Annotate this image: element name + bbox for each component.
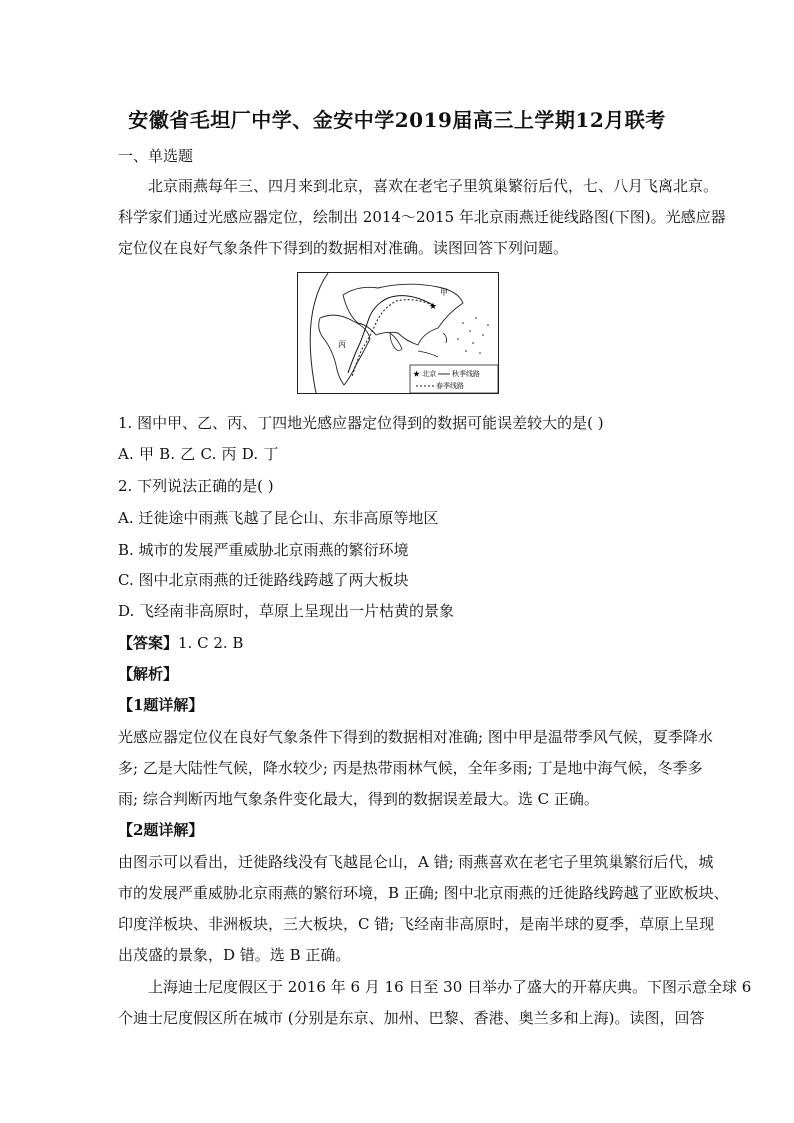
detail-2-label: 【2题详解】 [118, 821, 204, 839]
question-1-stem: 1. 图中甲、乙、丙、丁四地光感应器定位得到的数据可能误差较大的是( ) [118, 414, 604, 432]
migration-map-figure [297, 272, 499, 394]
label-jia: 甲 [440, 288, 448, 297]
question-2-option-c: C. 图中北京雨燕的迁徙路线跨越了两大板块 [118, 571, 409, 589]
intro-line-3: 定位仪在良好气象条件下得到的数据相对准确。读图回答下列问题。 [118, 239, 569, 257]
intro-line-2: 科学家们通过光感应器定位，绘制出 2014～2015 年北京雨燕迁徙线路图(下图)。光感应器 [118, 208, 726, 226]
section-heading: 一、单选题 [118, 147, 194, 165]
intro-line-1: 北京雨燕每年三、四月来到北京，喜欢在老宅子里筑巢繁衍后代，七、八月飞离北京。 [148, 177, 719, 195]
question-2-option-b: B. 城市的发展严重威胁北京雨燕的繁衍环境 [118, 541, 409, 559]
detail-2-line-2: 市的发展严重威胁北京雨燕的繁衍环境，B 正确; 图中北京雨燕的迁徙路线跨越了亚欧板块、 [118, 884, 729, 902]
detail-1-label: 【1题详解】 [118, 696, 204, 714]
answer-label: 【答案】 [118, 634, 179, 652]
question-1-options: A. 甲 B. 乙 C. 丙 D. 丁 [118, 445, 279, 463]
legend-beijing: ★ 北京 [413, 370, 437, 378]
page-title: 安徽省毛坦厂中学、金安中学2019届高三上学期12月联考 [128, 108, 666, 132]
answer-text: 1. C 2. B [178, 634, 244, 652]
map-drawing [298, 273, 498, 393]
beijing-star-icon: ★ [429, 302, 438, 312]
label-bing: 丙 [338, 340, 346, 349]
question-2-option-d: D. 飞经南非高原时，草原上呈现出一片枯黄的景象 [118, 602, 455, 620]
legend-spring: 春季线路 [436, 382, 464, 390]
detail-1-line-1: 光感应器定位仪在良好气象条件下得到的数据相对准确; 图中甲是温带季风气候，夏季降水 [118, 728, 713, 746]
question-2-option-a: A. 迁徙途中雨燕飞越了昆仑山、东非高原等地区 [118, 509, 439, 527]
legend-autumn: 秋季线路 [452, 370, 480, 378]
detail-2-line-1: 由图示可以看出，迁徙路线没有飞越昆仑山，A 错; 雨燕喜欢在老宅子里筑巢繁衍后代，城 [118, 853, 714, 871]
detail-2-line-3: 印度洋板块、非洲板块，三大板块，C 错; 飞经南非高原时，是南半球的夏季，草原上呈现 [118, 915, 715, 933]
detail-1-line-2: 多; 乙是大陆性气候，降水较少; 丙是热带雨林气候，全年多雨; 丁是地中海气候，冬季多 [118, 759, 703, 777]
detail-1-line-3: 雨; 综合判断丙地气象条件变化最大，得到的数据误差最大。选 C 正确。 [118, 790, 599, 808]
next-passage-line-2: 个迪士尼度假区所在城市 (分别是东京、加州、巴黎、香港、奥兰多和上海)。读图，回答 [118, 1009, 705, 1027]
answer-line [118, 633, 688, 653]
analysis-label: 【解析】 [118, 665, 179, 683]
detail-2-line-4: 出茂盛的景象，D 错。选 B 正确。 [118, 946, 351, 964]
question-2-stem: 2. 下列说法正确的是( ) [118, 477, 274, 495]
next-passage-line-1: 上海迪士尼度假区于 2016 年 6 月 16 日至 30 日举办了盛大的开幕庆典。下图示意全球 6 [148, 978, 752, 996]
